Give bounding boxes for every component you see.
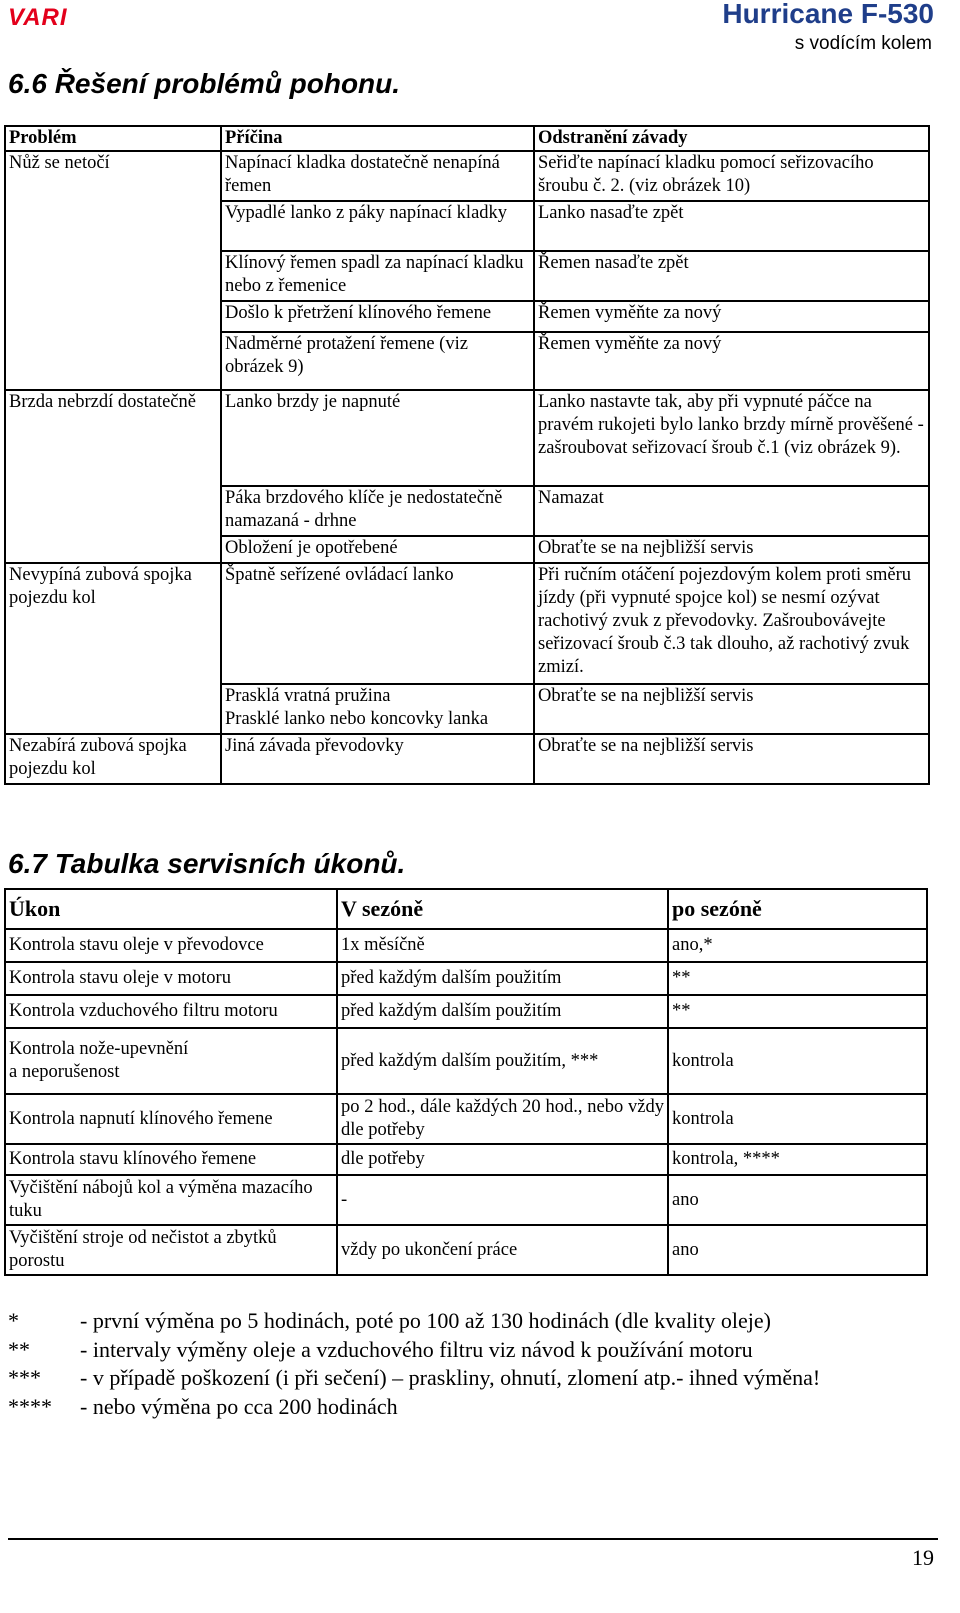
cause-cell: Nadměrné protažení řemene (viz obrázek 9): [221, 332, 534, 390]
footnote: [8, 1336, 820, 1365]
table-row: [5, 929, 927, 962]
season-cell: vždy po ukončení práce: [337, 1225, 668, 1275]
cause-cell: Jiná závada převodovky: [221, 734, 534, 784]
footnote-text: - první výměna po 5 hodinách, poté po 100 až 130 hodinách (dle kvality oleje): [80, 1308, 771, 1333]
task-cell: Vyčištění nábojů kol a výměna mazacího tuku: [5, 1175, 337, 1225]
task-cell: Kontrola nože-upevnění a neporušenost: [5, 1028, 337, 1094]
table-row: [5, 1175, 927, 1225]
cause-cell: Klínový řemen spadl za napínací kladku nebo z řemenice: [221, 251, 534, 301]
cause-cell: Prasklá vratná pružina Prasklé lanko nebo koncovky lanka: [221, 684, 534, 734]
footnote-text: - nebo výměna po cca 200 hodinách: [80, 1393, 398, 1419]
footnote-mark: **: [8, 1336, 30, 1362]
footnote-text: - v případě poškození (i při sečení) – praskliny, ohnutí, zlomení atp.- ihned výměna!: [80, 1365, 821, 1390]
after-season-cell: **: [668, 962, 927, 995]
table-row: [5, 563, 929, 684]
fix-cell: Lanko nasaďte zpět: [534, 201, 929, 251]
table-row: [5, 1144, 927, 1175]
table-header-row: [5, 889, 927, 929]
col-header-season: V sezóně: [337, 889, 668, 929]
vari-logo: VARI: [8, 4, 68, 31]
fix-cell: Řemen vyměňte za nový: [534, 301, 929, 332]
fix-cell: Obraťte se na nejbližší servis: [534, 536, 929, 563]
table-row: [5, 962, 927, 995]
footnote: [8, 1364, 820, 1393]
after-season-cell: ano: [668, 1175, 927, 1225]
footnote: [8, 1307, 820, 1336]
season-cell: před každým dalším použitím, ***: [337, 1028, 668, 1094]
col-header-fix: Odstranění závady: [534, 126, 929, 151]
fix-cell: Řemen vyměňte za nový: [534, 332, 929, 390]
fix-cell: Obraťte se na nejbližší servis: [534, 684, 929, 734]
table-header-row: [5, 126, 929, 151]
task-cell: Kontrola stavu oleje v převodovce: [5, 929, 337, 962]
table-row: [5, 734, 929, 784]
task-cell: Kontrola vzduchového filtru motoru: [5, 995, 337, 1028]
table-row: [5, 995, 927, 1028]
footnote-text: - intervaly výměny oleje a vzduchového filtru viz návod k používání motoru: [80, 1336, 753, 1362]
cause-cell: Lanko brzdy je napnuté: [221, 390, 534, 486]
footnote-mark: *: [8, 1308, 19, 1333]
footer-divider: [8, 1538, 938, 1540]
after-season-cell: kontrola: [668, 1028, 927, 1094]
problem-cell: Nůž se netočí: [5, 151, 221, 390]
season-cell: 1x měsíčně: [337, 929, 668, 962]
cause-cell: Špatně seřízené ovládací lanko: [221, 563, 534, 684]
problem-cell: Brzda nebrzdí dostatečně: [5, 390, 221, 563]
model-subtitle: s vodícím kolem: [794, 33, 932, 54]
footnote-mark: ****: [8, 1393, 52, 1419]
task-cell: Kontrola stavu oleje v motoru: [5, 962, 337, 995]
task-cell: Kontrola stavu klínového řemene: [5, 1144, 337, 1175]
cause-cell: Napínací kladka dostatečně nenapíná řemen: [221, 151, 534, 201]
troubleshooting-table: [4, 125, 930, 785]
after-season-cell: **: [668, 995, 927, 1028]
section-title-service: 6.7 Tabulka servisních úkonů.: [8, 848, 406, 879]
fix-cell: Obraťte se na nejbližší servis: [534, 734, 929, 784]
task-cell: Vyčištění stroje od nečistot a zbytků porostu: [5, 1225, 337, 1275]
problem-cell: Nezabírá zubová spojka pojezdu kol: [5, 734, 221, 784]
fix-cell: Řemen nasaďte zpět: [534, 251, 929, 301]
season-cell: před každým dalším použitím: [337, 962, 668, 995]
page-number: 19: [912, 1545, 934, 1570]
table-row: [5, 390, 929, 486]
cause-cell: Obložení je opotřebené: [221, 536, 534, 563]
page-header: [0, 0, 960, 60]
cause-cell: Došlo k přetržení klínového řemene: [221, 301, 534, 332]
footnote-mark: ***: [8, 1365, 41, 1390]
fix-cell: Seřiďte napínací kladku pomocí seřizovacího šroubu č. 2. (viz obrázek 10): [534, 151, 929, 201]
season-cell: před každým dalším použitím: [337, 995, 668, 1028]
season-cell: -: [337, 1175, 668, 1225]
table-row: [5, 1094, 927, 1144]
cause-cell: Páka brzdového klíče je nedostatečně namazaná - drhne: [221, 486, 534, 536]
after-season-cell: kontrola, ****: [668, 1144, 927, 1175]
table-row: [5, 151, 929, 201]
after-season-cell: ano: [668, 1225, 927, 1275]
footnote: [8, 1393, 820, 1422]
col-header-problem: Problém: [5, 126, 221, 151]
after-season-cell: kontrola: [668, 1094, 927, 1144]
cause-cell: Vypadlé lanko z páky napínací kladky: [221, 201, 534, 251]
table-row: [5, 1225, 927, 1275]
service-table: [4, 888, 928, 1276]
fix-cell: Namazat: [534, 486, 929, 536]
col-header-cause: Příčina: [221, 126, 534, 151]
footnotes: [8, 1307, 820, 1421]
task-cell: Kontrola napnutí klínového řemene: [5, 1094, 337, 1144]
season-cell: po 2 hod., dále každých 20 hod., nebo vždy dle potřeby: [337, 1094, 668, 1144]
fix-cell: Lanko nastavte tak, aby při vypnuté páčce na pravém rukojeti bylo lanko brzdy mírně prověšené - zašroubovat seřizovací šroub č.1 (viz obrázek 9).: [534, 390, 929, 486]
model-title: Hurricane F-530: [722, 0, 934, 29]
fix-cell: Při ručním otáčení pojezdovým kolem proti směru jízdy (při vypnuté spojce kol) se nesmí ozývat rachotivý zvuk z převodovky. Zašroubovávejte seřizovací šroub č.3 tak dlouho, až rachotivý zvuk zmizí.: [534, 563, 929, 684]
col-header-task: Úkon: [5, 889, 337, 929]
after-season-cell: ano,*: [668, 929, 927, 962]
table-row: [5, 1028, 927, 1094]
section-title-troubleshooting: 6.6 Řešení problémů pohonu.: [8, 68, 401, 99]
col-header-after-season: po sezóně: [668, 889, 927, 929]
problem-cell: Nevypíná zubová spojka pojezdu kol: [5, 563, 221, 734]
season-cell: dle potřeby: [337, 1144, 668, 1175]
